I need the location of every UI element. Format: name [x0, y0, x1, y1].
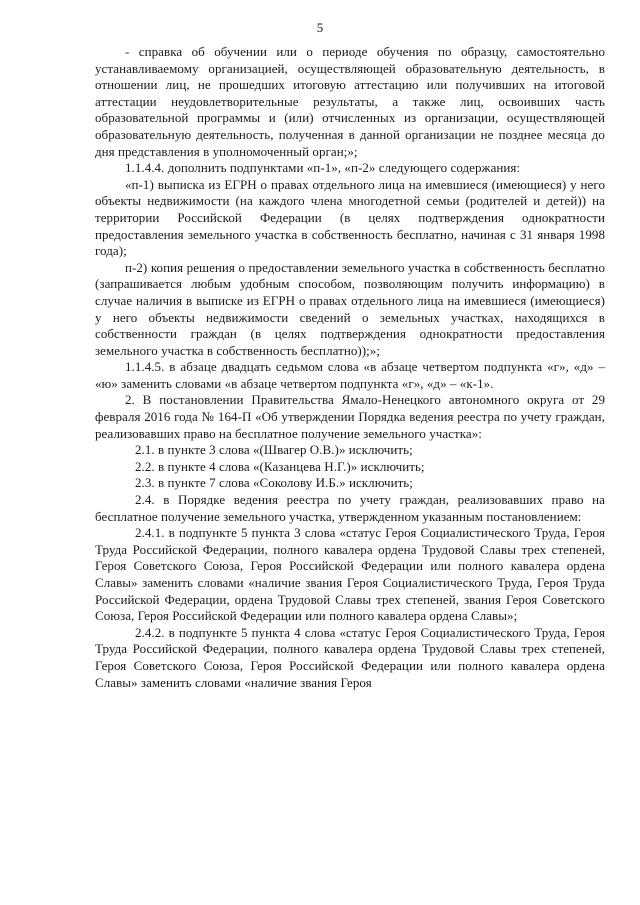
paragraph-1-1-4-4: 1.1.4.4. дополнить подпунктами «п-1», «п-2» следующего содержания: — [125, 160, 521, 176]
page-number: 5 — [316, 20, 324, 35]
paragraph-2-4-2: 2.4.2. в подпункте 5 пункта 4 слова «статус Героя Социалистического Труда, Героя Труда Российской Федерации, полного кавалера ордена Трудовой Славы трех степеней, Героя Советского Союза, Героя Российской Федерации или полного кавалера ордена Славы» заменить словами «наличие звания Героя — [95, 624, 605, 690]
paragraph-p-1: «п-1) выписка из ЕГРН о правах отдельного лица на имевшиеся (имеющиеся) у него объекты недвижимости (на каждого члена многодетной семьи (родителей и детей)) на территории Российской Федерации (в целях подтверждения однократности предоставления земельного участка в собственность бесплатно, начиная с 31 января 1998 года); — [95, 176, 605, 259]
paragraph-p-2: п-2) копия решения о предоставлении земельного участка в собственность бесплатно (запрашивается любым удобным способом, позволяющим получить информацию) в случае наличия в выписке из ЕГРН о правах отдельного лица на имевшиеся (имеющиеся) у него объекты недвижимости сведений о земельных участках, находящихся в собственности граждан (в целях подтверждения однократности предоставления земельного участка в собственность бесплатно));»; — [95, 259, 605, 358]
paragraph-2: 2. В постановлении Правительства Ямало-Ненецкого автономного округа от 29 февраля 2016 года № 164-П «Об утверждении Порядка ведения реестра по учету граждан, реализовавших право на бесплатное получение земельного участка»: — [95, 392, 605, 441]
document-body — [95, 44, 605, 691]
paragraph-2-4-1: 2.4.1. в подпункте 5 пункта 3 слова «статус Героя Социалистического Труда, Героя Труда Российской Федерации, полного кавалера ордена Трудовой Славы трех степеней, Героя Советского Союза, Героя Российской Федерации или полного кавалера ордена Славы» заменить словами «наличие звания Героя Социалистического Труда, Героя Труда Российской Федерации, ордена Трудовой Славы трех степеней, звания Героя Советского Союза, Героя Российской Федерации или полного кавалера ордена Славы»; — [95, 525, 605, 624]
paragraph-2-1: 2.1. в пункте 3 слова «(Швагер О.В.)» исключить; — [135, 442, 413, 458]
paragraph-1-1-4-5: 1.1.4.5. в абзаце двадцать седьмом слова «в абзаце четвертом подпункта «г», «д» – «ю» заменить словами «в абзаце четвертом подпункта «г», «д» – «к-1». — [95, 359, 605, 391]
paragraph-2-3: 2.3. в пункте 7 слова «Соколову И.Б.» исключить; — [135, 475, 413, 491]
paragraph-2-2: 2.2. в пункте 4 слова «(Казанцева Н.Г.)» исключить; — [135, 458, 425, 474]
paragraph-certificate: - справка об обучении или о периоде обучения по образцу, самостоятельно устанавливаемому организацией, осуществляющей образовательную деятельность, в отношении лиц, не прошедших итоговую аттестацию или получивших на итоговой аттестации неудовлетворительные результаты, а также лиц, освоивших часть образовательной программы и (или) отчисленных из организации, осуществляющей образовательную деятельность, полученная в данной организации не позднее месяца до дня представления в уполномоченный орган;»; — [95, 44, 605, 159]
paragraph-2-4: 2.4. в Порядке ведения реестра по учету граждан, реализовавших право на бесплатное получение земельного участка, утвержденном указанным постановлением: — [95, 492, 605, 524]
